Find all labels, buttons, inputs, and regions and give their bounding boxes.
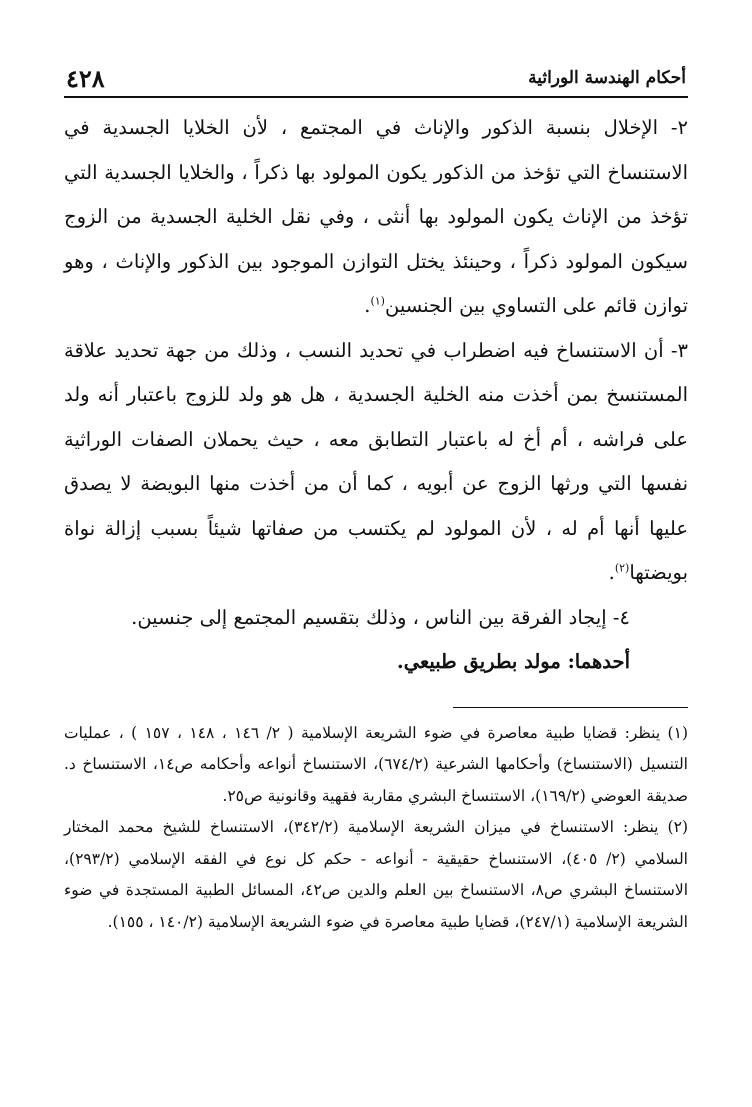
footnote-1-number: (١) — [667, 723, 688, 742]
footnote-marker-1: (١) — [370, 294, 385, 308]
paragraph-4: ٤- إيجاد الفرقة بين الناس ، وذلك بتقسيم المجتمع إلى جنسين. — [131, 605, 630, 629]
footnote-2-text: ينظر: الاستنساخ في ميزان الشريعة الإسلامية (٣٤٢/٢)، الاستنساخ للشيخ محمد المختار السلامي (٢/ ٤٠٥)، الاستنساخ حقيقية - أنواعه - حكم كل نوع في الفقه الإسلامي (٢٩٣/٢)، الاستنساخ البشري ص٨، الاستنساخ بين العلم والدين ص٤٢، المسائل الطبية المستجدة في ضوء الشريعة الإسلامية (٢٤٧/١)، قضايا طبية معاصرة في ضوء الشريعة الإسلامية (١٤٠/٢ ، ١٥٥). — [64, 818, 688, 931]
paragraph-5: أحدهما: مولد بطريق طبيعي. — [396, 650, 630, 673]
footnote-1 — [64, 718, 688, 813]
paragraph-3-tail: . — [608, 561, 615, 584]
footnote-separator — [453, 707, 688, 708]
footnote-2 — [64, 812, 688, 938]
paragraph-3 — [64, 329, 688, 596]
footnote-marker-2: (٢) — [614, 561, 630, 575]
book-title: أحكام الهندسة الوراثية — [528, 68, 686, 88]
paragraph-2-text: ٢- الإخلال بنسبة الذكور والإناث في المجتمع ، لأن الخلايا الجسدية في الاستنساخ التي تؤخذ من الذكور يكون المولود بها ذكراً ، والخلايا الجسدية التي تؤخذ من الإناث يكون المولود بها أنثى ، وفي نقل الخلية الجسدية من الزوج سيكون المولود ذكراً ، وحينئذ يختل التوازن الموجود بين الذكور والإناث ، وهو توازن قائم على التساوي بين الجنسين — [64, 116, 688, 317]
book-page — [64, 62, 688, 1092]
page-number: ٤٢٨ — [66, 64, 105, 93]
footnote-2-number: (٢) — [667, 818, 688, 836]
running-header — [64, 62, 688, 98]
main-text — [64, 106, 688, 685]
footnote-1-text: ينظر: قضايا طبية معاصرة في ضوء الشريعة الإسلامية ( ٢/ ١٤٦ ، ١٤٨ ، ١٥٧ ) ، عمليات التنسيل (الاستنساخ) وأحكامها الشرعية (٦٧٤/٢)، الاستنساخ أنواعه وأحكامه ص١٤، الاستنساخ د. صديقة العوضي (١٦٩/٢)، الاستنساخ البشري مقاربة فقهية وقانونية ص٢٥. — [64, 723, 688, 805]
paragraph-3-text: ٣- أن الاستنساخ فيه اضطراب في تحديد النسب ، وذلك من جهة تحديد علاقة المستنسخ بمن أخذت منه الخلية الجسدية ، هل هو ولد للزوج باعتبار أنه ولد على فراشه ، أم أخ له باعتبار التطابق معه ، حيث يحملان الصفات الوراثية نفسها التي ورثها الزوج عن أبويه ، كما أن من أخذت منها البويضة لا يصدق عليها أنها أم له ، لأن المولود لم يكتسب من صفاتها شيئاً بسبب إزالة نواة بويضتها — [64, 338, 688, 584]
footnotes — [64, 718, 688, 939]
paragraph-2-tail: . — [364, 294, 371, 317]
paragraph-2 — [64, 106, 688, 329]
